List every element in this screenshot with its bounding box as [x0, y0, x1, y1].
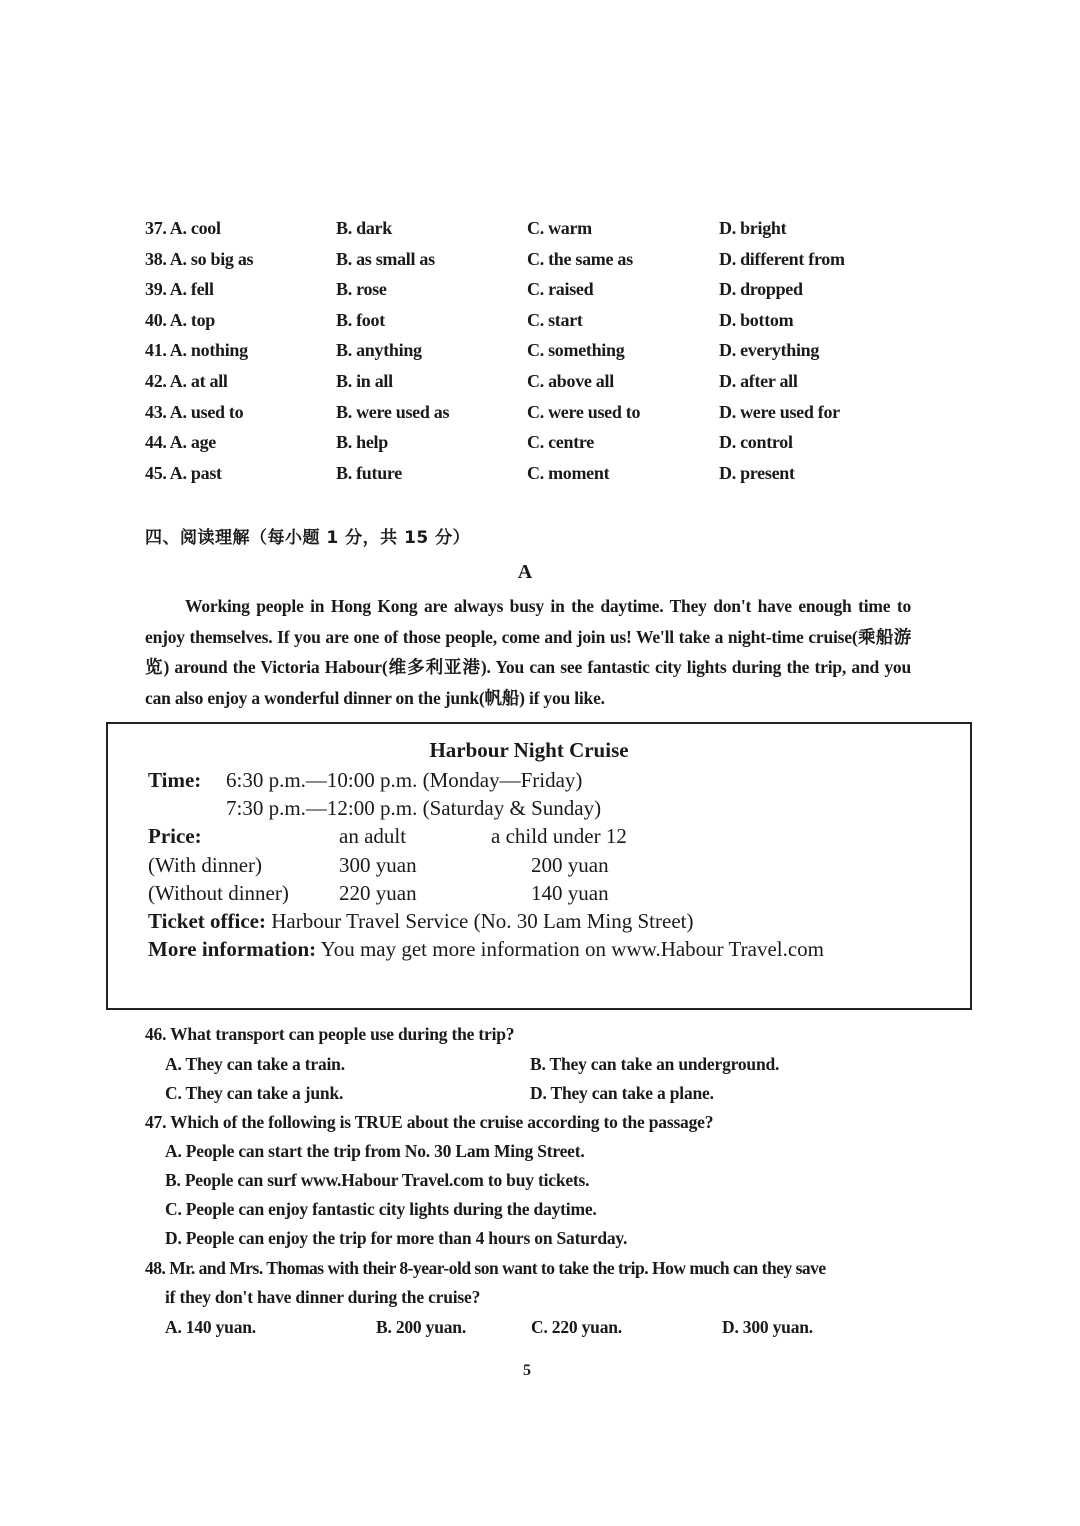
q47-option-c: C. People can enjoy fantastic city lights during the daytime. [165, 1199, 597, 1219]
option: C. start [527, 309, 583, 330]
q48-option-c: C. 220 yuan. [531, 1317, 622, 1337]
option: B. future [336, 462, 402, 483]
option: D. different from [719, 248, 845, 269]
option: B. anything [336, 340, 422, 361]
option: B. dark [336, 218, 392, 238]
more-info-value: You may get more information on www.Habour Travel.com [320, 937, 825, 961]
passage-letter: A [517, 561, 533, 583]
without-dinner-label: (Without dinner) [148, 881, 289, 905]
question-48: 48. Mr. and Mrs. Thomas with their 8-year-old son want to take the trip. How much can they save [145, 1258, 826, 1278]
option: 37. A. cool [145, 218, 221, 238]
without-dinner-child: 140 yuan [531, 881, 609, 905]
option: B. foot [336, 309, 385, 330]
option: B. rose [336, 279, 387, 300]
option-row-40 [145, 308, 905, 339]
question-47: 47. Which of the following is TRUE about the cruise according to the passage? [145, 1112, 714, 1132]
option: 45. A. past [145, 462, 222, 483]
option: D. present [719, 462, 795, 483]
option: 40. A. top [145, 309, 216, 330]
more-info-label: More information: [148, 937, 317, 961]
option: C. centre [527, 432, 594, 453]
q46-option-c: C. They can take a junk. [165, 1083, 344, 1103]
question-48-cont: if they don't have dinner during the cruise? [165, 1287, 481, 1307]
option-row-39 [145, 277, 905, 308]
q48-option-d: D. 300 yuan. [722, 1317, 813, 1337]
option: 38. A. so big as [145, 248, 254, 269]
option: C. warm [527, 218, 592, 238]
with-dinner-label: (With dinner) [148, 853, 263, 877]
passage-paragraph [145, 591, 911, 713]
option-row-43 [145, 400, 905, 431]
option-row-38 [145, 247, 905, 278]
ad-title: Harbour Night Cruise [429, 738, 629, 762]
option: D. everything [719, 340, 820, 361]
q48-option-b: B. 200 yuan. [376, 1317, 466, 1337]
q47-option-d: D. People can enjoy the trip for more than 4 hours on Saturday. [165, 1228, 628, 1248]
option-row-42 [145, 369, 905, 400]
option: C. the same as [527, 248, 633, 269]
option: B. in all [336, 370, 393, 391]
col-child: a child under 12 [491, 824, 627, 848]
option: 44. A. age [145, 432, 216, 453]
time-label: Time: [148, 768, 202, 792]
option: B. as small as [336, 248, 435, 269]
cloze-options [145, 216, 905, 491]
time-weekday: 6:30 p.m.—10:00 p.m. (Monday—Friday) [226, 768, 583, 792]
option: B. help [336, 432, 388, 453]
option: D. bottom [719, 309, 794, 330]
option: C. something [527, 340, 625, 361]
passage-text: Working people in Hong Kong are always busy in the daytime. They don't have enough time to enjoy themselves. If you are one of those people, come and join us! We'll take a night-time cruise(乘船游览) around the Victoria Habour(维多利亚港). You can see fantastic city lights during the trip, and you can also enjoy a wonderful dinner on the junk(帆船) if you like. [145, 596, 911, 708]
time-weekend: 7:30 p.m.—12:00 p.m. (Saturday & Sunday) [226, 796, 602, 820]
option: 39. A. fell [145, 279, 214, 300]
option-row-41 [145, 338, 905, 369]
with-dinner-adult: 300 yuan [339, 853, 417, 877]
section-heading: 四、阅读理解（每小题 1 分，共 15 分） [145, 528, 471, 548]
cruise-advertisement [106, 722, 972, 1010]
price-label: Price: [148, 824, 202, 848]
q47-option-b: B. People can surf www.Habour Travel.com to buy tickets. [165, 1170, 590, 1190]
without-dinner-adult: 220 yuan [339, 881, 417, 905]
page-number: 5 [523, 1362, 531, 1379]
ticket-office-value: Harbour Travel Service (No. 30 Lam Ming Street) [271, 909, 694, 933]
option: D. control [719, 432, 793, 453]
option: D. bright [719, 218, 787, 238]
option: 43. A. used to [145, 401, 244, 422]
option: C. above all [527, 370, 614, 391]
option: 42. A. at all [145, 370, 228, 391]
option-row-45 [145, 461, 905, 492]
option: D. dropped [719, 279, 803, 300]
q46-option-b: B. They can take an underground. [530, 1054, 780, 1074]
option-row-37 [145, 216, 905, 247]
q48-option-a: A. 140 yuan. [165, 1317, 256, 1337]
q47-option-a: A. People can start the trip from No. 30 Lam Ming Street. [165, 1141, 585, 1161]
option: B. were used as [336, 401, 450, 422]
option-row-44 [145, 430, 905, 461]
option: C. moment [527, 462, 610, 483]
q46-option-d: D. They can take a plane. [530, 1083, 714, 1103]
ticket-office-label: Ticket office: [148, 909, 266, 933]
option: D. after all [719, 370, 798, 391]
option: C. were used to [527, 401, 641, 422]
option: C. raised [527, 279, 594, 300]
q46-option-a: A. They can take a train. [165, 1054, 345, 1074]
question-46: 46. What transport can people use during the trip? [145, 1024, 515, 1044]
option: 41. A. nothing [145, 340, 248, 361]
option: D. were used for [719, 401, 840, 422]
with-dinner-child: 200 yuan [531, 853, 609, 877]
col-adult: an adult [339, 824, 407, 848]
